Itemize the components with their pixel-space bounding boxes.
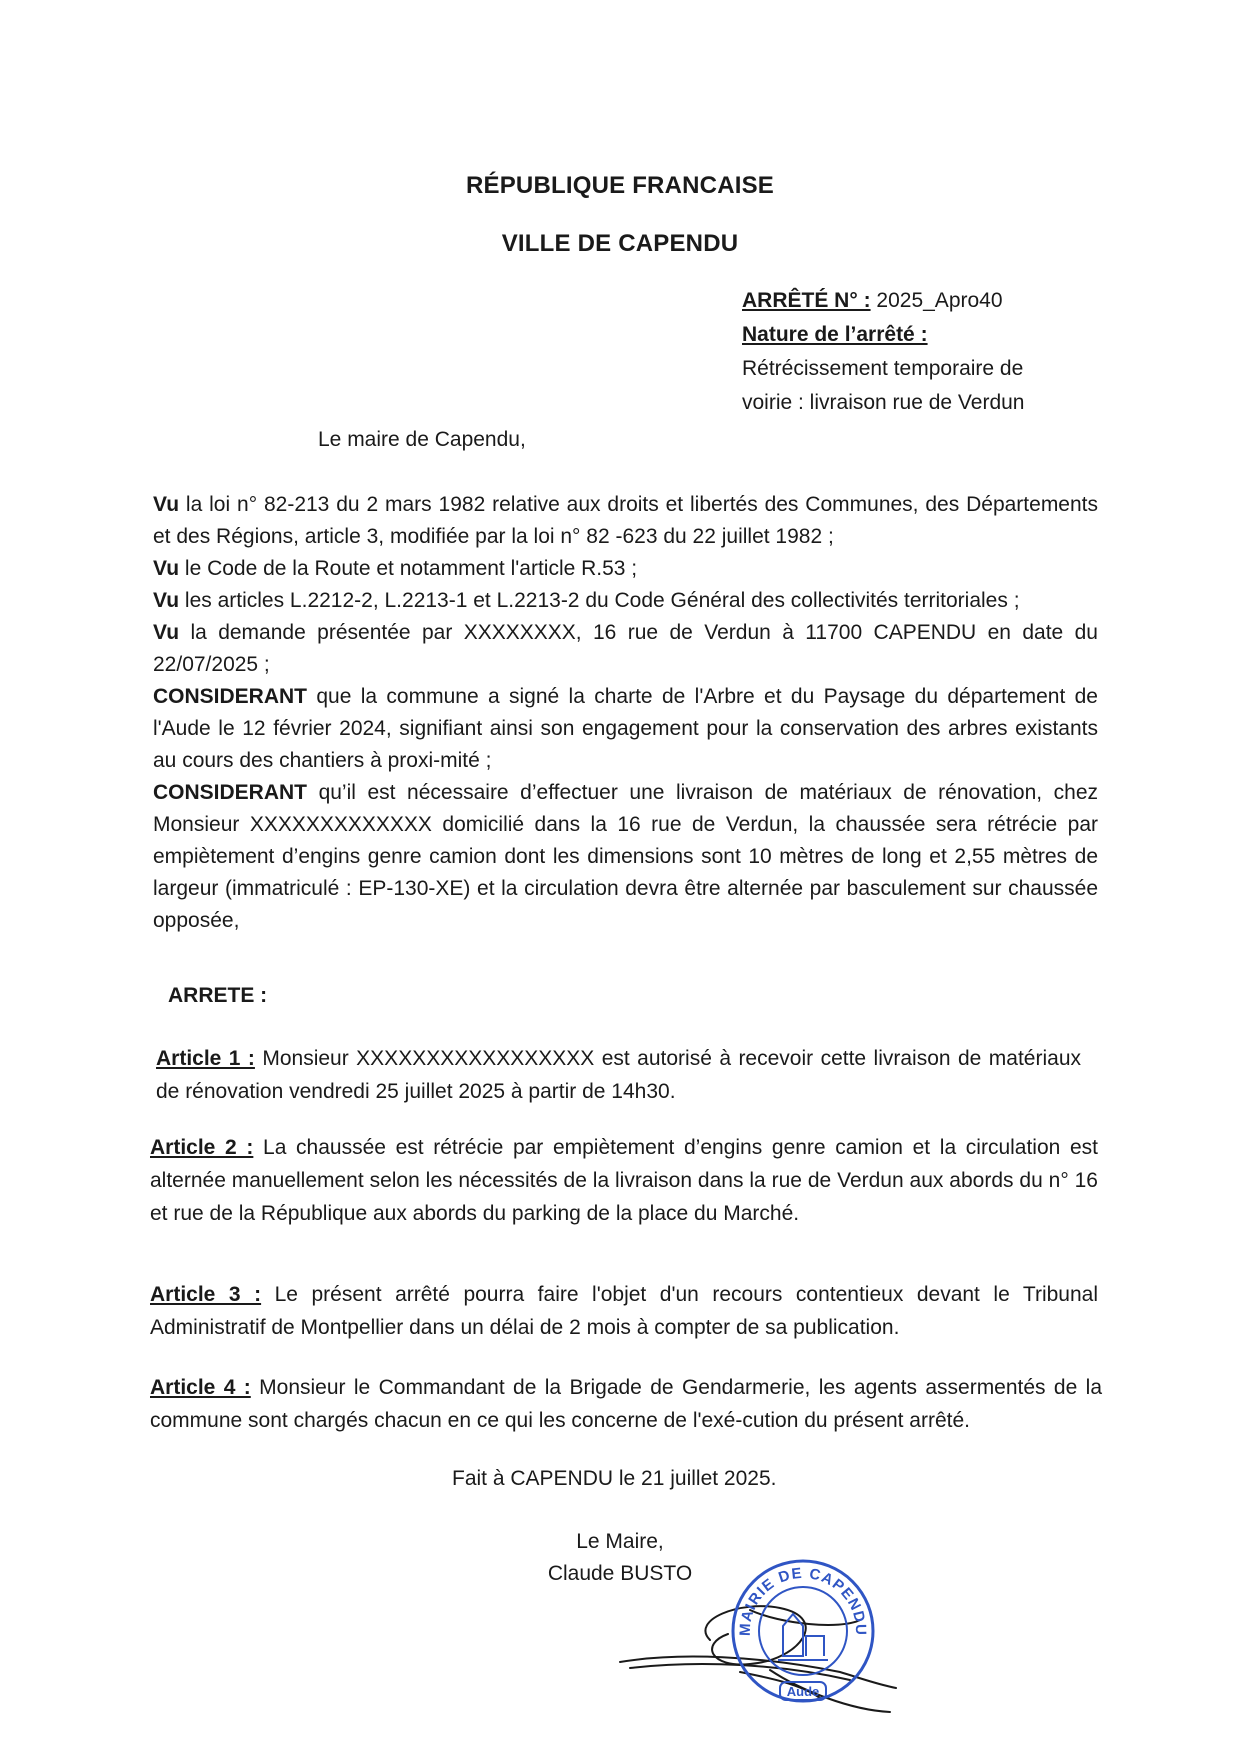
- nature-value-1: Rétrécissement temporaire de: [742, 357, 1024, 380]
- mayor-intro: Le maire de Capendu,: [318, 428, 526, 451]
- visas-block: [153, 489, 1098, 937]
- article-1: [156, 1042, 1081, 1108]
- article-label: Article 3 :: [150, 1283, 262, 1306]
- city-heading: VILLE DE CAPENDU: [501, 230, 739, 257]
- considerant-lead: CONSIDERANT: [153, 685, 308, 708]
- visa-lead: Vu: [153, 589, 180, 612]
- article-3: [150, 1278, 1098, 1344]
- article-text: Le présent arrêté pourra faire l'objet d'un recours contentieux devant le Tribunal Administratif de Montpellier dans un délai de 2 mois à compter de sa publication.: [150, 1283, 1098, 1339]
- visa-text: la demande présentée par XXXXXXXX, 16 rue de Verdun à 11700 CAPENDU en date du 22/07/2025 ;: [153, 621, 1098, 676]
- stamp-bottom-text: Aude: [786, 1684, 820, 1699]
- visa-3: [153, 585, 1098, 617]
- article-text: Monsieur XXXXXXXXXXXXXXXXX est autorisé à recevoir cette livraison de matériaux de rénovation vendredi 25 juillet 2025 à partir de 14h30.: [156, 1047, 1082, 1103]
- arrete-number-value: 2025_Apro40: [870, 289, 1003, 312]
- article-text: Monsieur le Commandant de la Brigade de Gendarmerie, les agents assermentés de la commune sont chargés chacun en ce qui les concerne de l'exé-cution du présent arrêté.: [150, 1376, 1103, 1432]
- mairie-stamp: [728, 1556, 878, 1706]
- visa-lead: Vu: [153, 621, 180, 644]
- stamp-tower: [783, 1614, 803, 1656]
- signature-title: Le Maire,: [576, 1530, 664, 1553]
- visa-text: les articles L.2212-2, L.2213-1 et L.2213-2 du Code Général des collectivités territoriales ;: [179, 589, 1020, 612]
- visa-text: la loi n° 82-213 du 2 mars 1982 relative aux droits et libertés des Communes, des Départements et des Régions, article 3, modifiée par la loi n° 82 -623 du 22 juillet 1982 ;: [153, 493, 1098, 548]
- article-text: La chaussée est rétrécie par empiètement d’engins genre camion et la circulation est alternée manuellement selon les nécessités de la livraison dans la rue de Verdun aux abords du n° 16 et rue de la République aux abords du parking de la place du Marché.: [150, 1136, 1099, 1225]
- republic-heading: RÉPUBLIQUE FRANCAISE: [465, 172, 775, 199]
- nature-value-2: voirie : livraison rue de Verdun: [742, 391, 1025, 414]
- arrete-meta: [742, 284, 1122, 420]
- arrete-number-label: ARRÊTÉ N° :: [742, 289, 871, 312]
- article-4: [150, 1371, 1102, 1437]
- considerant-1: [153, 681, 1098, 777]
- article-label: Article 2 :: [150, 1136, 254, 1159]
- considerant-lead: CONSIDERANT: [153, 781, 308, 804]
- arrete-number-line: [742, 284, 1122, 318]
- visa-lead: Vu: [153, 557, 180, 580]
- stamp-building: [806, 1636, 824, 1656]
- signature-name: Claude BUSTO: [547, 1562, 693, 1585]
- visa-text: le Code de la Route et notamment l'article R.53 ;: [179, 557, 638, 580]
- visa-4: [153, 617, 1098, 681]
- visa-1: [153, 489, 1098, 553]
- stamp-ring-text: MAIRIE DE CAPENDU: [736, 1564, 870, 1637]
- article-2: [150, 1131, 1098, 1230]
- considerant-2: [153, 777, 1098, 937]
- article-label: Article 4 :: [150, 1376, 251, 1399]
- nature-line: [742, 318, 1122, 352]
- visa-lead: Vu: [153, 493, 180, 516]
- nature-label: Nature de l’arrêté :: [742, 323, 928, 346]
- article-label: Article 1 :: [156, 1047, 255, 1070]
- place-date: Fait à CAPENDU le 21 juillet 2025.: [452, 1467, 777, 1490]
- visa-2: [153, 553, 1098, 585]
- arrete-heading: ARRETE :: [168, 984, 268, 1007]
- considerant-text: que la commune a signé la charte de l'Arbre et du Paysage du département de l'Aude le 12 février 2024, signifiant ainsi son engagement pour la conservation des arbres existants au cours des chantiers à proxi-mité ;: [153, 685, 1098, 772]
- considerant-text: qu’il est nécessaire d’effectuer une livraison de matériaux de rénovation, chez Monsieur XXXXXXXXXXXXX domicilié dans la 16 rue de Verdun, la chaussée sera rétrécie par empiètement d’engins genre camion dont les dimensions sont 10 mètres de long et 2,55 mètres de largeur (immatriculé : EP-130-XE) et la circulation devra être alternée par basculement sur chaussée opposée,: [153, 781, 1098, 932]
